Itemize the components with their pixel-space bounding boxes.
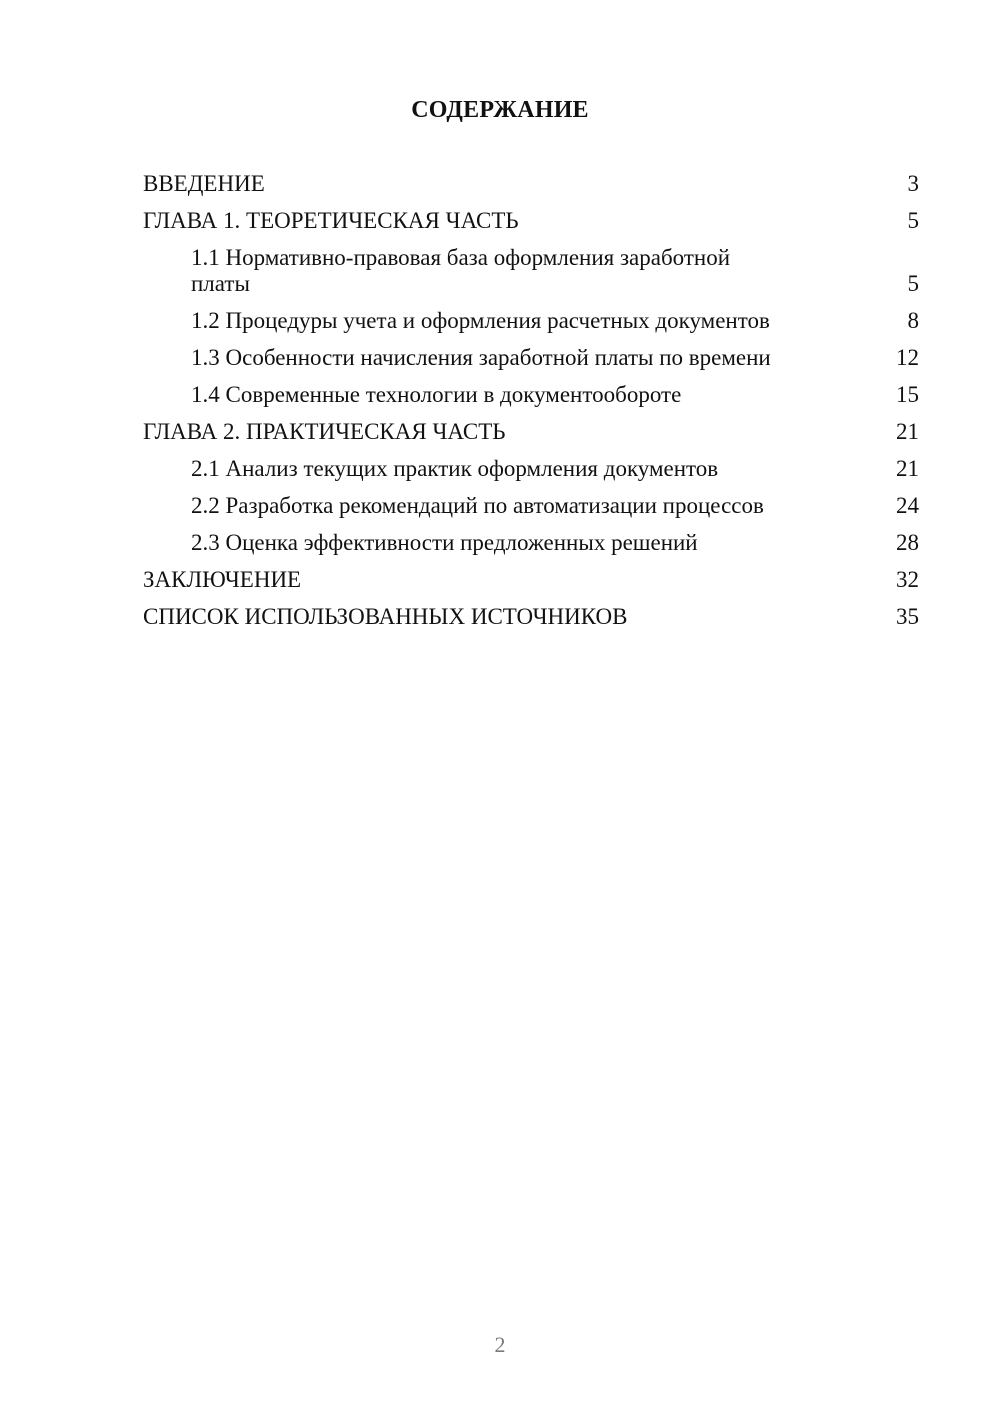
toc-entry-title: ВВЕДЕНИЕ — [143, 171, 265, 196]
toc-entry-page: 28 — [896, 530, 919, 555]
toc-entry-page: 24 — [896, 493, 919, 518]
toc-entry-page: 35 — [896, 604, 919, 629]
toc-entry-title: 1.1 Нормативно-правовая база оформления заработной платы — [191, 245, 731, 296]
toc-entry-page: 8 — [907, 308, 919, 333]
toc-entry-page: 21 — [896, 456, 919, 481]
toc-subentry — [143, 304, 919, 341]
table-of-contents — [143, 167, 919, 637]
toc-entry-page: 21 — [896, 419, 919, 444]
toc-entry-title: 1.3 Особенности начисления заработной платы по времени — [191, 345, 771, 370]
toc-subentry — [143, 489, 919, 526]
page-title: СОДЕРЖАНИЕ — [411, 97, 589, 123]
toc-entry-title: ГЛАВА 1. ТЕОРЕТИЧЕСКАЯ ЧАСТЬ — [143, 208, 519, 233]
toc-entry — [143, 563, 919, 600]
toc-entry — [143, 204, 919, 241]
toc-entry-page: 5 — [907, 271, 919, 296]
toc-subentry — [143, 378, 919, 415]
toc-entry-page: 3 — [907, 171, 919, 196]
toc-entry-page: 5 — [907, 208, 919, 233]
toc-entry — [143, 600, 919, 637]
toc-subentry — [143, 452, 919, 489]
toc-entry-title: 2.3 Оценка эффективности предложенных решений — [191, 530, 698, 555]
toc-entry — [143, 415, 919, 452]
toc-entry-title: ГЛАВА 2. ПРАКТИЧЕСКАЯ ЧАСТЬ — [143, 419, 506, 444]
toc-entry-title: ЗАКЛЮЧЕНИЕ — [143, 567, 302, 592]
toc-entry — [143, 167, 919, 204]
toc-entry-page: 15 — [896, 382, 919, 407]
toc-entry-title: 1.4 Современные технологии в документообороте — [191, 382, 682, 407]
toc-subentry — [143, 241, 919, 304]
toc-subentry — [143, 341, 919, 378]
toc-entry-page: 32 — [896, 567, 919, 592]
toc-subentry — [143, 526, 919, 563]
toc-entry-title: СПИСОК ИСПОЛЬЗОВАННЫХ ИСТОЧНИКОВ — [143, 604, 628, 629]
toc-entry-title: 2.1 Анализ текущих практик оформления документов — [191, 456, 719, 481]
toc-entry-title: 1.2 Процедуры учета и оформления расчетных документов — [191, 308, 770, 333]
toc-entry-title: 2.2 Разработка рекомендаций по автоматизации процессов — [191, 493, 764, 518]
page-number: 2 — [494, 1332, 506, 1357]
toc-entry-page: 12 — [896, 345, 919, 370]
